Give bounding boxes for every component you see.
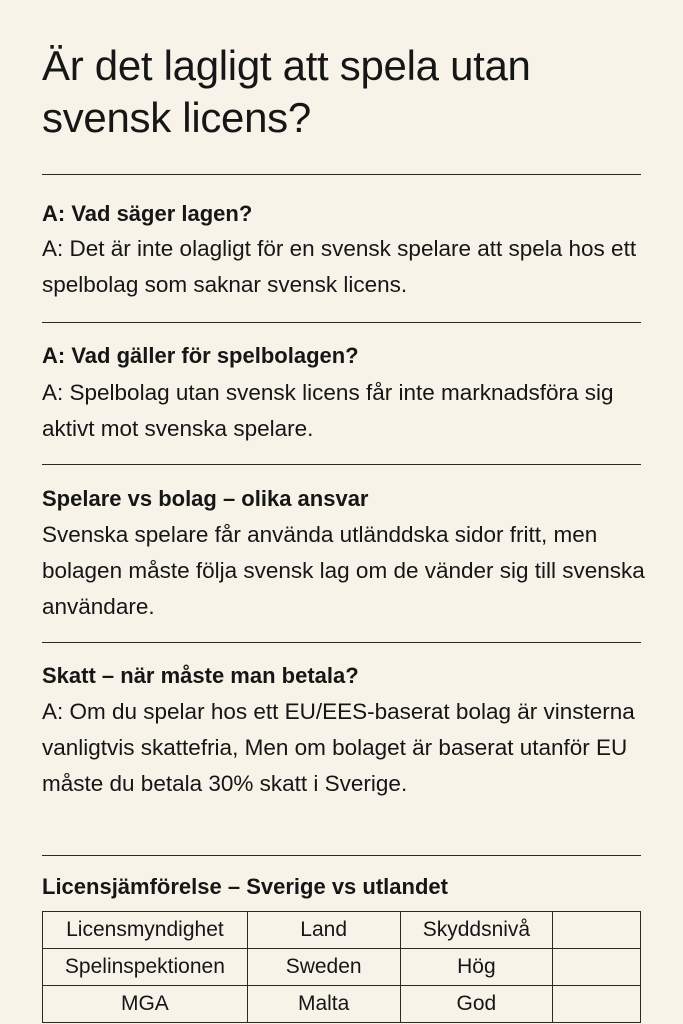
- comparison-heading: Licensjämförelse – Sverige vs utlandet: [42, 874, 448, 899]
- table-cell: Land: [247, 912, 400, 949]
- table-cell: God: [400, 986, 553, 1023]
- table-row: [43, 986, 641, 1023]
- table-cell: [553, 986, 641, 1023]
- divider: [42, 174, 641, 175]
- table-cell: Spelinspektionen: [43, 949, 248, 986]
- section-body-tax: A: Om du spelar hos ett EU/EES-baserat bolag är vinsterna vanligtvis skattefria, Men om bolaget är baserat utanför EU måste du betala 30% skatt i Sverige.: [42, 699, 635, 796]
- table-cell: [553, 912, 641, 949]
- table-cell: Malta: [247, 986, 400, 1023]
- section-heading-operators: A: Vad gäller för spelbolagen?: [42, 343, 359, 368]
- section-heading-law: A: Vad säger lagen?: [42, 201, 253, 226]
- table-row: [43, 949, 641, 986]
- license-comparison-table: [42, 911, 641, 1023]
- page-title: Är det lagligt att spela utan svensk licens?: [42, 42, 531, 141]
- section-body-law: A: Det är inte olagligt för en svensk spelare att spela hos ett spelbolag som saknar svensk licens.: [42, 236, 637, 297]
- table-cell: Sweden: [247, 949, 400, 986]
- table-header-row: [43, 912, 641, 949]
- divider: [42, 322, 641, 323]
- divider: [42, 855, 641, 856]
- table-cell: Licensmyndighet: [43, 912, 248, 949]
- section-body-operators: A: Spelbolag utan svensk licens får inte marknadsföra sig aktivt mot svenska spelare.: [42, 380, 614, 441]
- divider: [42, 642, 641, 643]
- section-heading-responsibility: Spelare vs bolag – olika ansvar: [42, 486, 369, 511]
- section-heading-tax: Skatt – när måste man betala?: [42, 663, 359, 688]
- section-body-responsibility: Svenska spelare får använda utländdska sidor fritt, men bolagen måste följa svensk lag om de vänder sig till svenska användare.: [42, 522, 645, 619]
- table-cell: Skyddsnivå: [400, 912, 553, 949]
- table-cell: MGA: [43, 986, 248, 1023]
- divider: [42, 464, 641, 465]
- table-cell: [553, 949, 641, 986]
- table-cell: Hög: [400, 949, 553, 986]
